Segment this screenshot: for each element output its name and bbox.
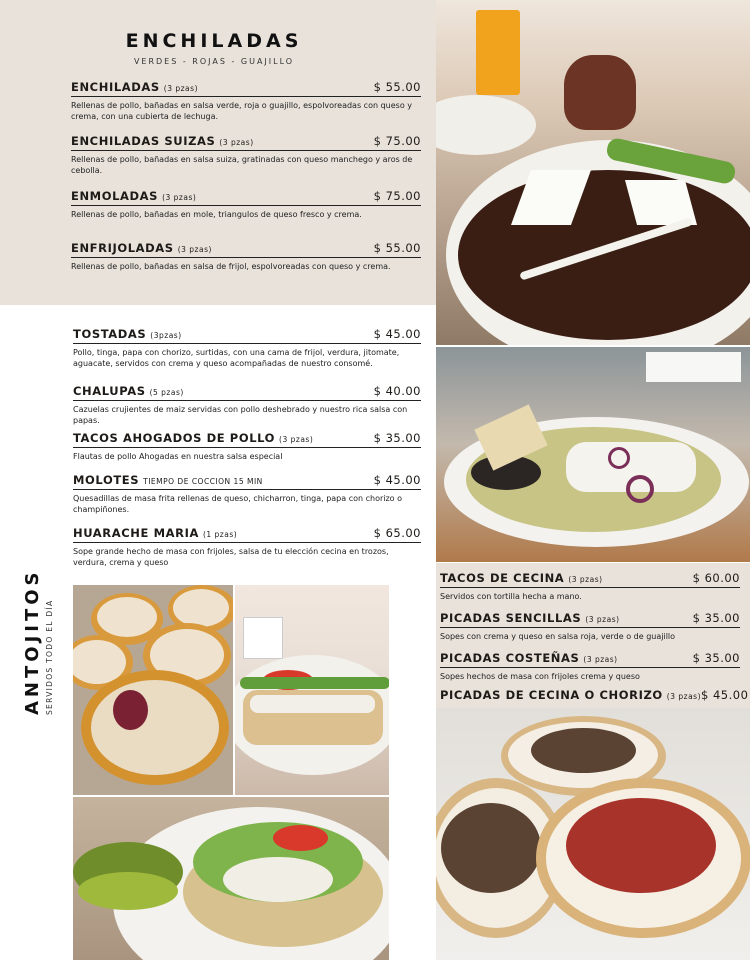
menu-item-picadas-de-cecina [440,688,749,704]
item-description: Sope grande hecho de masa con frijoles, salsa de tu elección cecina en trozos, verdura, crema y queso [73,547,389,567]
menu-item-tostadas [73,327,421,369]
item-price: $ 75.00 [373,189,421,203]
item-qty: (3 pzas) [219,138,254,147]
item-name: ENFRIJOLADAS [71,241,174,255]
item-price: $ 55.00 [373,80,421,94]
item-name: PICADAS COSTEÑAS [440,651,580,665]
item-qty: (3pzas) [150,331,182,340]
item-name: PICADAS DE CECINA O CHORIZO [440,688,663,702]
menu-item-tacos-ahogados [73,431,421,463]
menu-item-chalupas [73,384,421,426]
item-price: $ 45.00 [701,688,749,702]
item-price: $ 45.00 [373,327,421,341]
item-qty: (3 pzas) [666,692,702,701]
item-price: $ 35.00 [692,651,740,665]
item-price: $ 40.00 [373,384,421,398]
item-price: $ 35.00 [373,431,421,445]
item-name: ENCHILADAS [71,80,160,94]
item-description: Pollo, tinga, papa con chorizo, surtidas, con una cama de frijol, verdura, jitomate, aguacate, servidos con crema y queso acompañadas de nuestro consomé. [73,348,400,368]
menu-item-picadas-costenas [440,651,740,683]
item-description: Cazuelas crujientes de maiz servidas con pollo deshebrado y nuestro rica salsa con papas. [73,405,408,425]
antojitos-subtitle: SERVIDOS TODO EL DÍA [45,599,54,715]
item-description: Sopes hechos de masa con frijoles crema y queso [440,672,640,681]
item-name: TOSTADAS [73,327,147,341]
item-qty: (3 pzas) [279,435,314,444]
item-qty: (3 pzas) [568,575,603,584]
menu-item-enmoladas [71,189,421,221]
item-name: PICADAS SENCILLAS [440,611,582,625]
item-price: $ 55.00 [373,241,421,255]
item-qty: TIEMPO DE COCCION 15 MIN [143,477,263,486]
enchiladas-title: ENCHILADAS [125,30,303,52]
item-price: $ 75.00 [373,134,421,148]
item-description: Rellenas de pollo, bañadas en mole, triangulos de queso fresco y crema. [71,210,362,219]
item-qty: (3 pzas) [163,84,198,93]
item-name: MOLOTES [73,473,140,487]
antojitos-side-label [22,568,54,715]
item-name: CHALUPAS [73,384,146,398]
menu-item-enchiladas [71,80,421,122]
photo-tacos-ahogados [436,347,750,562]
item-name: ENCHILADAS SUIZAS [71,134,216,148]
item-name: TACOS AHOGADOS DE POLLO [73,431,276,445]
photo-picadas [436,708,750,960]
item-qty: (3 pzas) [162,193,197,202]
item-description: Servidos con tortilla hecha a mano. [440,592,582,601]
item-qty: (3 pzas) [585,615,620,624]
item-name: ENMOLADAS [71,189,159,203]
photo-flautas [235,585,389,795]
item-description: Rellenas de pollo, bañadas en salsa de frijol, espolvoreadas con queso y crema. [71,262,391,271]
item-price: $ 35.00 [692,611,740,625]
menu-item-picadas-sencillas [440,611,740,643]
item-price: $ 65.00 [373,526,421,540]
menu-item-enchiladas-suizas [71,134,421,176]
item-qty: (5 pzas) [149,388,184,397]
enchiladas-subtitle: VERDES - ROJAS - GUAJILLO [133,57,295,66]
photo-chalupas [73,585,233,795]
item-description: Quesadillas de masa frita rellenas de queso, chicharron, tinga, papa con chorizo o champiñones. [73,494,403,514]
item-price: $ 60.00 [692,571,740,585]
item-name: TACOS DE CECINA [440,571,565,585]
photo-enmoladas [436,0,750,345]
menu-item-enfrijoladas [71,241,421,273]
menu-item-tacos-de-cecina [440,571,740,603]
item-description: Flautas de pollo Ahogadas en nuestra salsa especial [73,452,283,461]
menu-item-huarache-maria [73,526,421,568]
item-name: HUARACHE MARIA [73,526,199,540]
item-description: Rellenas de pollo, bañadas en salsa verde, roja o guajillo, espolvoreadas con queso y crema, con una cubierta de lechuga. [71,101,412,121]
menu-item-molotes [73,473,421,515]
item-description: Sopes con crema y queso en salsa roja, verde o de guajillo [440,632,676,641]
item-price: $ 45.00 [373,473,421,487]
item-qty: (3 pzas) [583,655,618,664]
photo-huarache [73,797,389,960]
item-description: Rellenas de pollo, bañadas en salsa suiza, gratinadas con queso manchego y aros de cebolla. [71,155,413,175]
item-qty: (3 pzas) [177,245,212,254]
antojitos-title: ANTOJITOS [22,568,43,715]
item-qty: (1 pzas) [202,530,238,539]
